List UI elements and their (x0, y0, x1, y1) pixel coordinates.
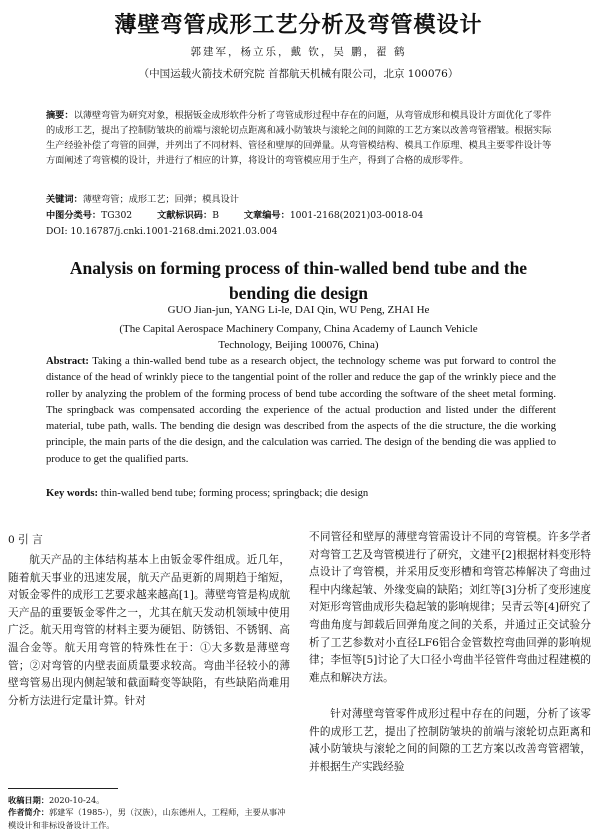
footnote-divider (8, 788, 118, 789)
authors-cn: 郭建军，杨立乐，戴 钦，吴 鹏，翟 鹤 (190, 46, 407, 58)
doi: DOI: 10.16787/j.cnki.1001-2168.dmi.2021.03.004 (46, 226, 278, 237)
article-no-label: 文章编号： (243, 210, 290, 221)
paper-title-en: Analysis on forming process of thin-walled bend tube and the bending die design (69, 258, 528, 303)
abstract-cn-text: 以薄壁弯管为研究对象，根据钣金成形软件分析了弯管成形过程中存在的问题，从弯管成形和模具设计方面优化了零件的成形工艺，提出了控制防皱块的前端与滚轮切点距离和减小防皱块与滚轮之间的间隙的工艺方案以改善弯管褶皱。根据实际生产经验补偿了弯管的回弹，并列出了不同材料、管径和壁厚的回弹量。从弯管模结构、模具工作原理、模具主要零件设计等方面阐述了弯管模的设计，并进行了相应的计算，将设计的弯管模应用于生产，得到了合格的成形零件。 (46, 110, 552, 166)
intro-paragraph-right-1: 不同管径和壁厚的薄壁弯管需设计不同的弯管模。许多学者对弯管工艺及弯管模进行了研究，文建平[2]根据材料变形特点设计了弯管模，并采用反变形槽和弯管芯棒解决了弯曲过程中内缘起皱、外缘变扁的缺陷；刘红等[3]分析了变形速度对矩形弯管曲成形失稳起皱的影响规律；吴青云等[4]研究了弯曲角度与卸载后回弹角度之间的关系，并通过正交试验分析了工艺参数对小直径LF6铝合金管数控弯曲回弹的影响规律；李恒等[5]讨论了大口径小弯曲半径管件弯曲过程建模的难点和解决方法。 (309, 531, 591, 684)
author-bio-label: 作者简介： (8, 807, 49, 817)
abstract-en-text: Taking a thin-walled bend tube as a research object, the technology scheme was put forward to control the distance of the head of wrinkly piece to the tangential point of the roller and reduce the gap of the wrinkly piece and the roller by analyzing the problem of the forming process of bend tube according the software of the sheet metal forming. The springback was compensated according the experience of the actual production and listed under the different material, tube path, walls. The bending die design was described from the aspects of the die structure, the die working principle, the main parts of the die design, and the calculation was carried. The design of the bending die was applied to produce to get the qualified parts. (46, 356, 556, 465)
keywords-cn (46, 192, 558, 207)
article-no-value: 1001-2168(2021)03-0018-04 (289, 210, 424, 221)
authors-en: GUO Jian-jun, YANG Li-le, DAI Qin, WU Peng, ZHAI He (167, 304, 430, 316)
keywords-en-text: thin-walled bend tube; forming process; springback; die design (100, 488, 369, 499)
section-heading-intro: 0 引 言 (8, 534, 43, 546)
footnote-author (8, 806, 290, 832)
intro-paragraph-right-2: 针对薄壁弯管零件成形过程中存在的问题，分析了该零件的成形工艺，提出了控制防皱块的前端与滚轮切点距离和减小防皱块与滚轮之间的间隙的工艺方案以改善弯管褶皱，并根据生产实践经验 (309, 708, 591, 773)
abstract-en (46, 354, 556, 468)
abstract-cn-label: 摘要： (46, 110, 74, 121)
affiliation-cn: （中国运载火箭技术研究院 首都航天机械有限公司，北京 100076） (138, 68, 459, 80)
doc-code-value: B (212, 210, 219, 221)
clc-label: 中图分类号： (46, 210, 102, 221)
keywords-cn-text: 薄壁弯管；成形工艺；回弹；模具设计 (82, 194, 239, 205)
abstract-cn (46, 108, 558, 168)
author-bio-text: 郭建军（1985-），男（汉族），山东德州人，工程师，主要从事冲模设计和非标设备设计工作。 (8, 807, 286, 830)
clc-value: TG302 (101, 210, 133, 221)
received-date: 2020-10-24。 (48, 795, 105, 805)
intro-paragraph-left: 航天产品的主体结构基本上由钣金零件组成。近几年，随着航天事业的迅速发展，航天产品更新的周期趋于缩短，对钣金零件的成形工艺要求越来越高[1]。薄壁弯管是构成航天产品的重要钣金零件之一，尤其在航天发动机领域中使用广泛。航天用弯管的材料主要为硬铝、防锈铝、不锈钢、高温合金等。航天用弯管的特殊性在于：①大多数是薄壁弯管；②对弯管的内壁表面质量要求较高。弯曲半径较小的薄壁弯管易出现内侧起皱和截面畸变等缺陷，有些缺陷尚难用分析方法进行定量计算。针对 (8, 554, 290, 707)
keywords-en-label: Key words: (46, 488, 99, 499)
classification-line (46, 208, 558, 223)
keywords-en (46, 488, 556, 499)
affiliation-en-line-2: Technology, Beijing 100076, China) (218, 339, 379, 351)
received-label: 收稿日期： (8, 795, 49, 805)
affiliation-en (0, 321, 597, 353)
doc-code-label: 文献标识码： (157, 210, 213, 221)
paper-title-cn: 薄壁弯管成形工艺分析及弯管模设计 (114, 12, 483, 38)
affiliation-en-line-1: (The Capital Aerospace Machinery Company, China Academy of Launch Vehicle (119, 323, 478, 335)
abstract-en-label: Abstract: (46, 356, 89, 367)
keywords-cn-label: 关键词： (46, 194, 83, 205)
